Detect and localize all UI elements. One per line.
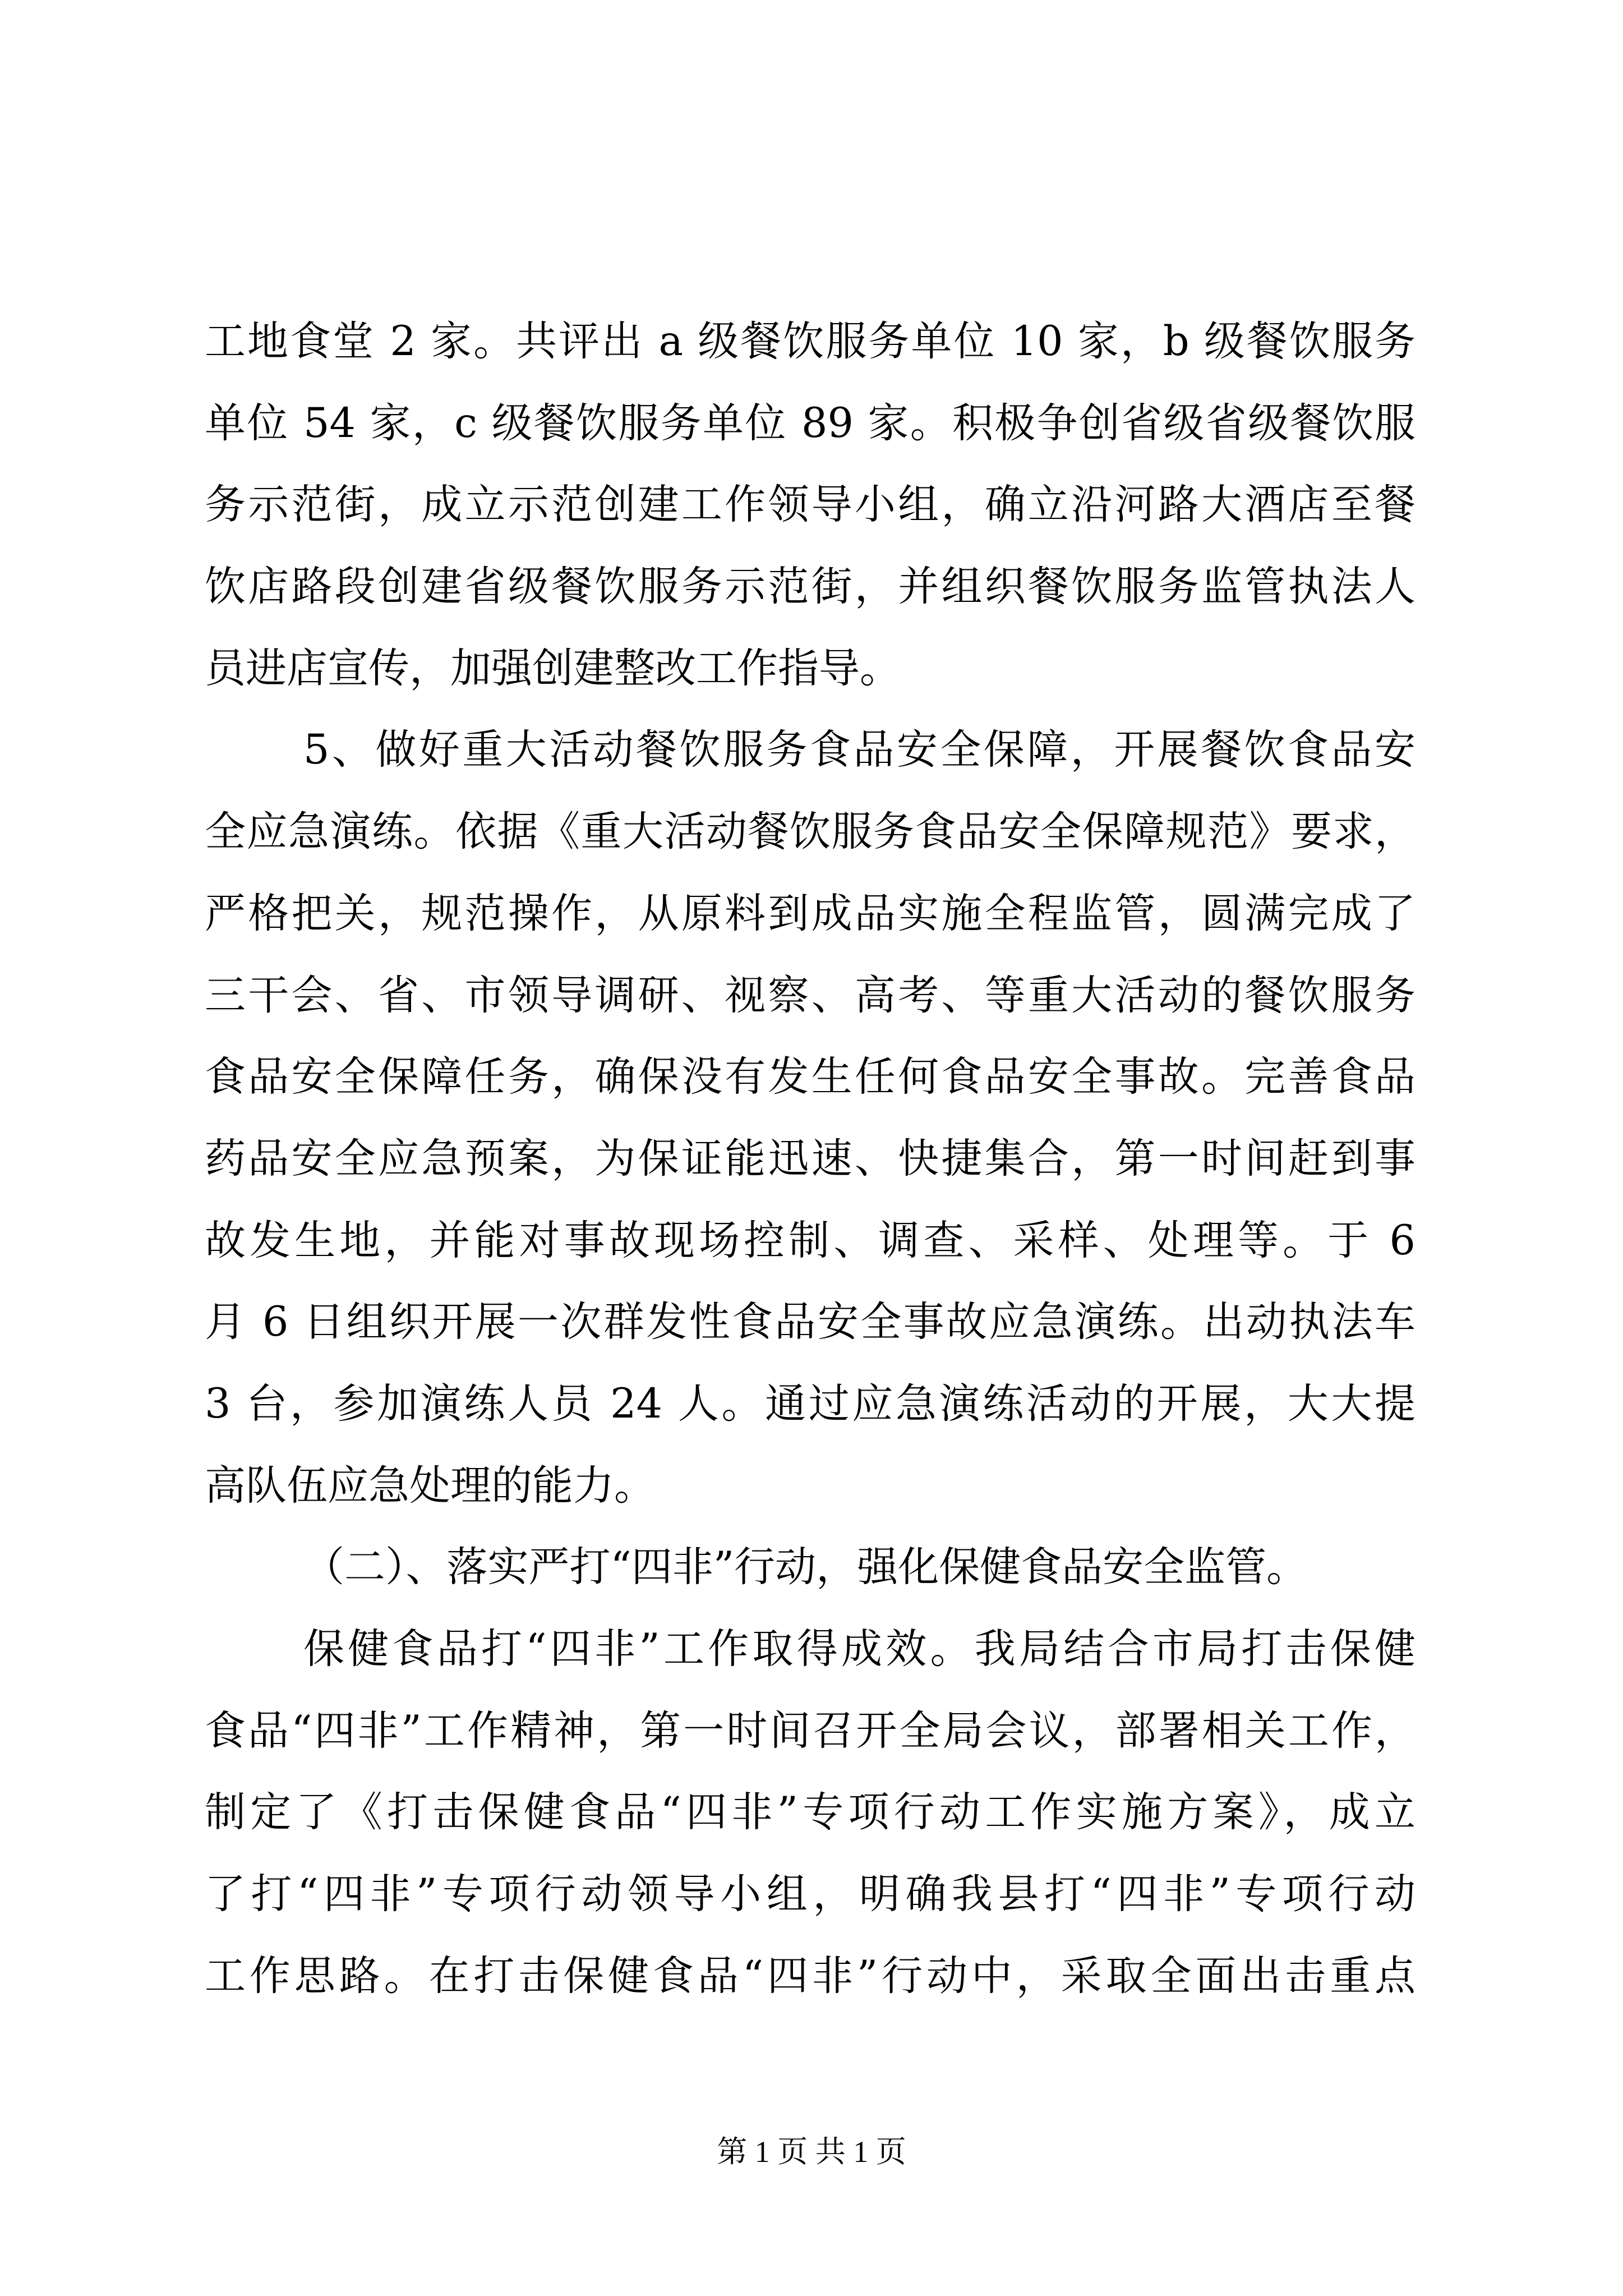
page-number: 第 1 页 共 1 页	[717, 2135, 906, 2169]
section-heading-line: （二）、落实严打“四非”行动，强化保健食品安全监管。	[303, 1543, 1308, 1591]
paragraph-continuation	[205, 301, 1415, 709]
document-body	[205, 301, 1415, 2017]
text-line: 食品“四非”工作精神，第一时间召开全局会议，部署相关工作，	[205, 1706, 1415, 1755]
text-line: 严格把关，规范操作，从原料到成品实施全程监管，圆满完成了	[205, 889, 1415, 937]
page-footer	[0, 2135, 1623, 2169]
section-heading	[205, 1526, 1415, 1608]
text-line: 饮店路段创建省级餐饮服务示范街，并组织餐饮服务监管执法人	[205, 563, 1415, 611]
text-line: 了打“四非”专项行动领导小组，明确我县打“四非”专项行动	[205, 1870, 1415, 1918]
text-line: 全应急演练。依据《重大活动餐饮服务食品安全保障规范》要求，	[205, 808, 1415, 856]
text-line: 5、做好重大活动餐饮服务食品安全保障，开展餐饮食品安	[303, 726, 1415, 774]
text-line: 高队伍应急处理的能力。	[205, 1461, 655, 1510]
text-line: 务示范街，成立示范创建工作领导小组，确立沿河路大酒店至餐	[205, 481, 1415, 529]
text-line: 工作思路。在打击保健食品“四非”行动中，采取全面出击重点	[205, 1952, 1415, 2000]
paragraph-item-5	[205, 709, 1415, 1526]
text-line: 食品安全保障任务，确保没有发生任何食品安全事故。完善食品	[205, 1053, 1415, 1101]
text-line: 月 6 日组织开展一次群发性食品安全事故应急演练。出动执法车	[205, 1298, 1415, 1346]
text-line: 故发生地，并能对事故现场控制、调查、采样、处理等。于 6	[205, 1216, 1415, 1264]
text-line: 单位 54 家，c 级餐饮服务单位 89 家。积极争创省级省级餐饮服	[205, 399, 1415, 447]
paragraph-health-food	[205, 1608, 1415, 2017]
text-line: 三干会、省、市领导调研、视察、高考、等重大活动的餐饮服务	[205, 971, 1415, 1019]
text-line: 保健食品打“四非”工作取得成效。我局结合市局打击保健	[303, 1625, 1415, 1673]
text-line: 3 台，参加演练人员 24 人。通过应急演练活动的开展，大大提	[205, 1379, 1415, 1428]
text-line: 制定了《打击保健食品“四非”专项行动工作实施方案》，成立	[205, 1788, 1415, 1837]
text-line: 员进店宣传，加强创建整改工作指导。	[205, 644, 901, 692]
text-line: 工地食堂 2 家。共评出 a 级餐饮服务单位 10 家，b 级餐饮服务	[205, 318, 1415, 365]
text-line: 药品安全应急预案，为保证能迅速、快捷集合，第一时间赶到事	[205, 1134, 1415, 1182]
